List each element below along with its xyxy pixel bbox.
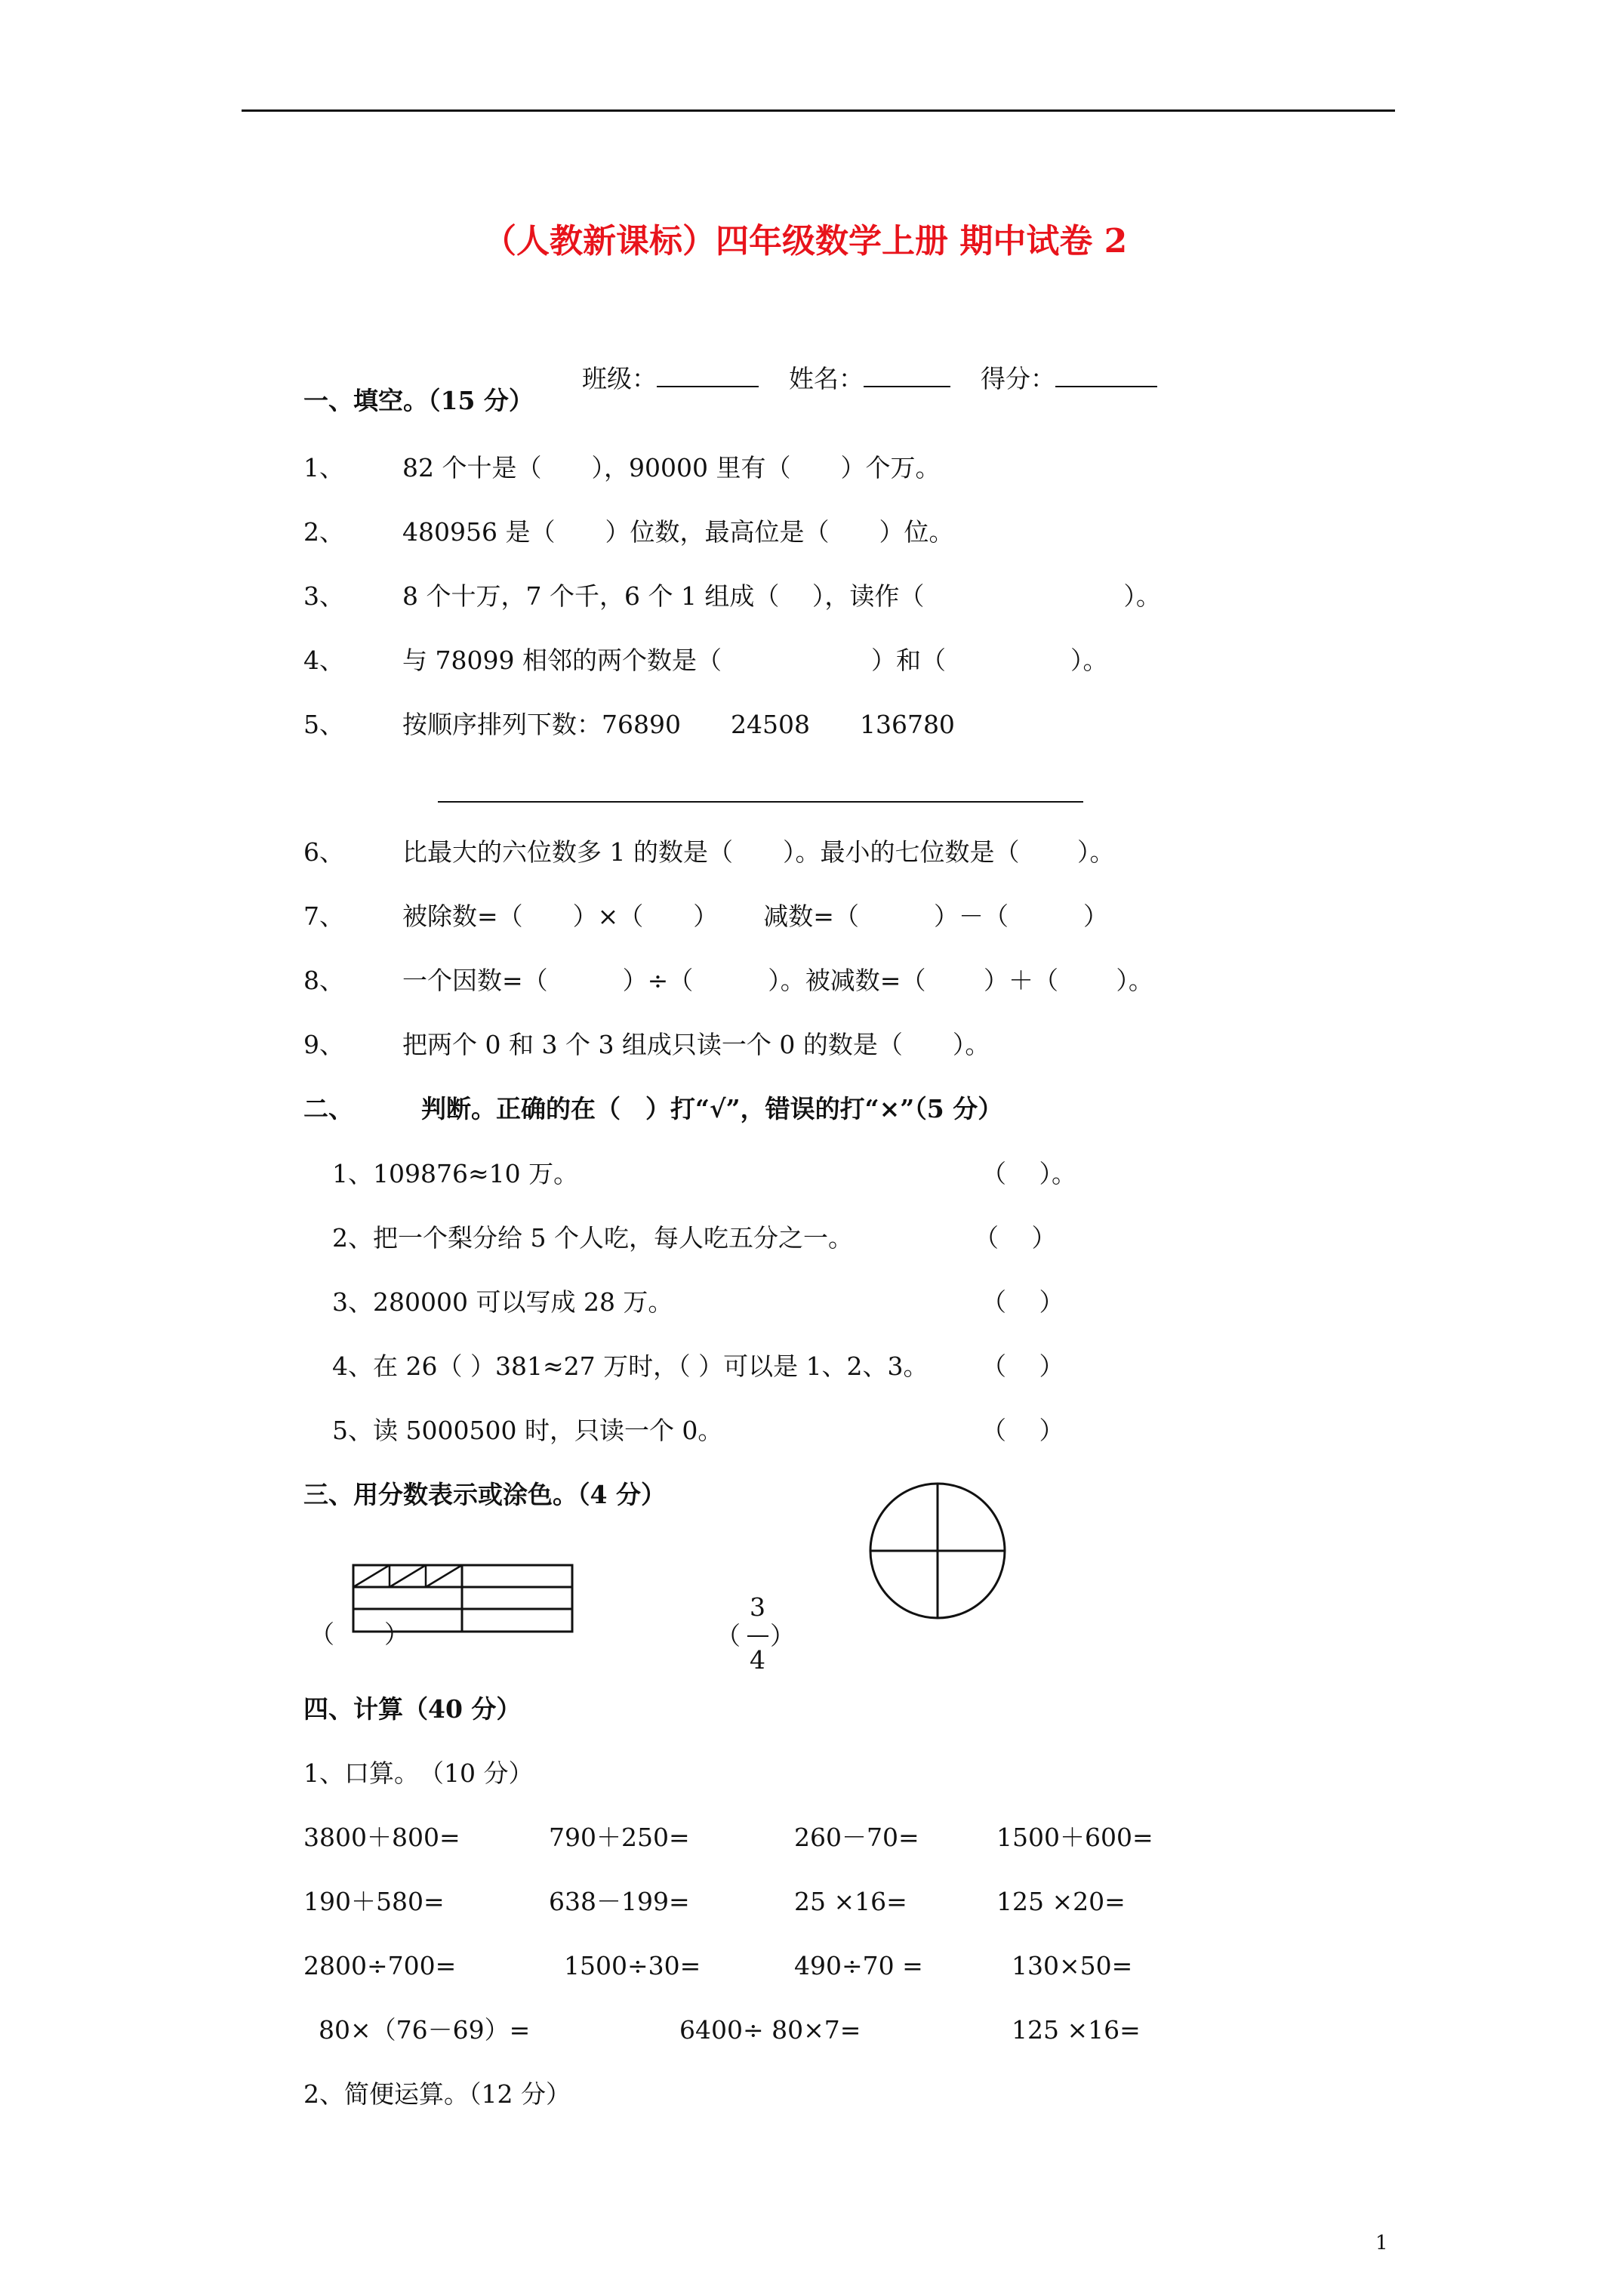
- oral-calc-subheading: 1、口算。 （10 分）: [303, 1758, 534, 1788]
- judge1-text: 1、109876≈10 万。: [332, 1159, 579, 1188]
- calc-item: 130×50=: [1012, 1951, 1133, 1980]
- name-label: 姓名：: [788, 364, 864, 393]
- calc-item: 638－199=: [549, 1887, 690, 1916]
- judge4-text: 4、在 26（ ）381≈27 万时，（ ）可以是 1、2、3。: [332, 1351, 929, 1381]
- judge2-mark[interactable]: （ ）: [974, 1223, 1057, 1253]
- section2-heading: 判断。正确的在（ ）打“√”，错误的打“×”（5 分）: [421, 1094, 1003, 1123]
- judge5-text: 5、读 5000500 时，只读一个 0。: [332, 1416, 723, 1445]
- fraction-open-paren: （: [716, 1621, 741, 1650]
- calc-item: 1500＋600=: [996, 1823, 1153, 1852]
- page-title: （人教新课标）四年级数学上册 期中试卷 2: [483, 222, 1128, 260]
- fraction-bar: [747, 1635, 768, 1637]
- section4-heading: 四、计算（40 分）: [303, 1694, 522, 1724]
- rectangle-answer-blank[interactable]: （ ）: [310, 1620, 409, 1649]
- q3-text: 8 个十万，7 个千，6 个 1 组成（ ），读作（ ）。: [402, 581, 1161, 611]
- section3-heading: 三、用分数表示或涂色。（4 分）: [303, 1480, 666, 1509]
- calc-item: 490÷70 =: [794, 1951, 923, 1980]
- q1-text: 82 个十是（ ），90000 里有（ ）个万。: [402, 453, 941, 482]
- judge2-text: 2、把一个梨分给 5 个人吃，每人吃五分之一。: [332, 1223, 853, 1253]
- judge5-mark[interactable]: （ ）: [981, 1416, 1064, 1445]
- calc-item: 190＋580=: [303, 1887, 445, 1916]
- q3-num: 3、: [303, 581, 344, 611]
- calc-item: 125 ×16=: [1012, 2015, 1141, 2045]
- student-info-line: [566, 338, 1157, 391]
- class-blank[interactable]: [657, 363, 759, 387]
- q9-text: 把两个 0 和 3 个 3 组成只读一个 0 的数是（ ）。: [402, 1030, 990, 1059]
- q7-num: 7、: [303, 901, 344, 931]
- q8-text: 一个因数=（ ）÷（ ）。被减数=（ ）＋（ ）。: [402, 966, 1153, 995]
- section2-heading-num: 二、: [303, 1094, 353, 1123]
- judge3-mark[interactable]: （ ）: [981, 1287, 1064, 1317]
- fraction-close-paren: ）: [770, 1621, 795, 1650]
- q2-num: 2、: [303, 517, 344, 547]
- calc-item: 25 ×16=: [794, 1887, 907, 1916]
- q1-num: 1、: [303, 453, 344, 482]
- q5-num: 5、: [303, 710, 344, 739]
- q6-text: 比最大的六位数多 1 的数是（ ）。最小的七位数是（ ）。: [402, 837, 1115, 867]
- page-number: 1: [1375, 2232, 1388, 2254]
- judge3-text: 3、280000 可以写成 28 万。: [332, 1287, 673, 1317]
- judge4-mark[interactable]: （ ）: [981, 1351, 1064, 1381]
- calc-item: 125 ×20=: [996, 1887, 1126, 1916]
- q7-text: 被除数=（ ）×（ ） 减数=（ ）－（ ）: [402, 901, 1108, 931]
- calc-item: 3800＋800=: [303, 1823, 460, 1852]
- q8-num: 8、: [303, 966, 344, 995]
- q2-text: 480956 是（ ）位数，最高位是（ ）位。: [402, 517, 954, 547]
- q4-num: 4、: [303, 646, 344, 675]
- calc-item: 6400÷ 80×7=: [679, 2015, 861, 2045]
- calc-item: 80×（76－69）=: [319, 2015, 531, 2045]
- section1-heading: 一、填空。（15 分）: [303, 386, 534, 415]
- calc-item: 790＋250=: [549, 1823, 690, 1852]
- q4-text: 与 78099 相邻的两个数是（ ）和（ ）。: [402, 646, 1108, 675]
- q5-text: 按顺序排列下数：76890 24508 136780: [402, 710, 955, 739]
- fraction-numerator: 3: [750, 1592, 765, 1622]
- calc-item: 2800÷700=: [303, 1951, 457, 1980]
- name-blank[interactable]: [864, 363, 950, 387]
- q6-num: 6、: [303, 837, 344, 867]
- simplify-subheading: 2、简便运算。（12 分）: [303, 2079, 571, 2109]
- class-label: 班级：: [581, 364, 657, 393]
- calc-item: 260－70=: [794, 1823, 919, 1852]
- header-rule: [242, 109, 1395, 112]
- q9-num: 9、: [303, 1030, 344, 1059]
- judge1-mark[interactable]: （ ）。: [981, 1159, 1076, 1188]
- q5-answer-line[interactable]: [438, 801, 1083, 803]
- fraction-denominator: 4: [750, 1645, 765, 1675]
- score-blank[interactable]: [1055, 363, 1157, 387]
- calc-item: 1500÷30=: [564, 1951, 701, 1980]
- fraction-circle-diagram[interactable]: [867, 1480, 1009, 1622]
- score-label: 得分：: [980, 364, 1055, 393]
